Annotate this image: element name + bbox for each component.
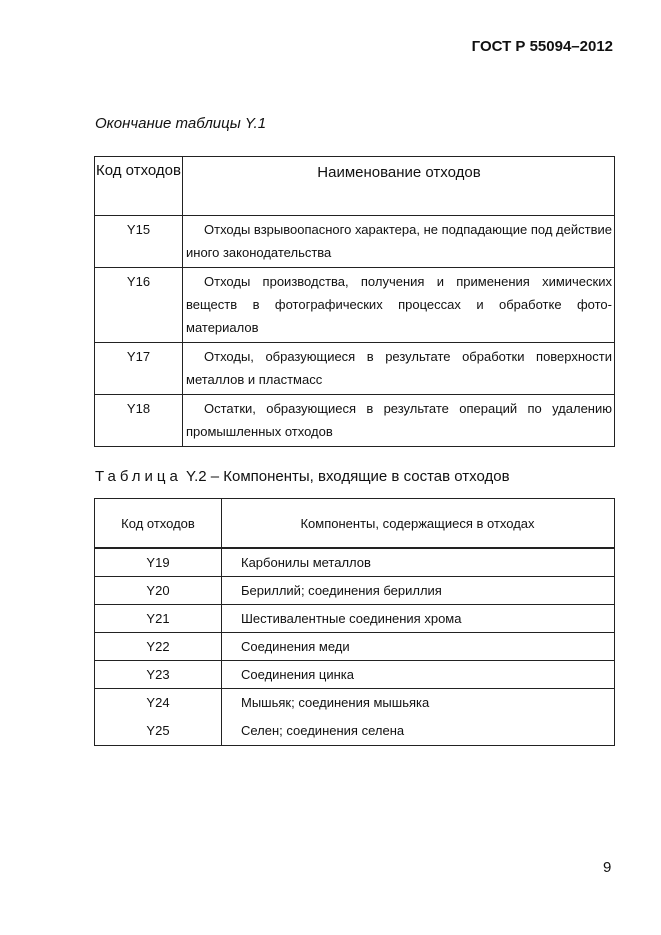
component-code: Y24 <box>95 689 222 717</box>
component-name: Мышьяк; соединения мышьяка <box>241 695 430 710</box>
component-code: Y20 <box>95 577 222 605</box>
table-row <box>95 661 615 689</box>
table2-header-row <box>95 499 615 549</box>
table-row <box>95 343 615 395</box>
table-row <box>95 633 615 661</box>
table-row <box>95 716 615 746</box>
table-row <box>95 689 615 717</box>
table2-caption-text: Y.2 – Компоненты, входящие в состав отходов <box>186 468 510 485</box>
component-name: Соединения меди <box>222 633 615 661</box>
component-code: Y25 <box>95 716 222 746</box>
component-name: Соединения цинка <box>222 661 615 689</box>
waste-code: Y17 <box>95 343 183 395</box>
table1-caption: Окончание таблицы Y.1 <box>95 115 267 132</box>
table2-header-component: Компоненты, содержащиеся в отходах <box>222 499 615 549</box>
component-name: Бериллий; соединения бериллия <box>222 577 615 605</box>
component-code: Y22 <box>95 633 222 661</box>
component-name: Карбонилы металлов <box>222 548 615 577</box>
waste-name: Остатки, образующиеся в результате операций по удалению промышленных отходов <box>183 395 615 447</box>
table1-header-code: Код отходов <box>95 157 183 216</box>
waste-code: Y15 <box>95 216 183 268</box>
waste-name: Отходы производства, получения и применения химических веществ в фотографических процессах и обработке фото-материалов <box>183 268 615 343</box>
table-row <box>95 216 615 268</box>
table1-header-name: Наименование отходов <box>183 157 615 216</box>
table-row <box>95 395 615 447</box>
waste-code: Y16 <box>95 268 183 343</box>
waste-name: Отходы взрывоопасного характера, не подпадающие под действие иного законодательства <box>183 216 615 268</box>
component-code: Y21 <box>95 605 222 633</box>
table-row <box>95 577 615 605</box>
page-number: 9 <box>603 859 612 876</box>
waste-names-table <box>94 156 615 447</box>
component-code: Y23 <box>95 661 222 689</box>
table-row <box>95 605 615 633</box>
standard-number: ГОСТ Р 55094–2012 <box>471 38 613 55</box>
table-row <box>95 268 615 343</box>
component-name: Селен; соединения селена <box>241 723 405 738</box>
table2-caption-prefix: Таблица <box>95 468 182 485</box>
table2-caption <box>95 468 510 485</box>
waste-components-table <box>94 498 615 746</box>
table-row <box>95 548 615 577</box>
waste-name: Отходы, образующиеся в результате обработки поверхности металлов и пластмасс <box>183 343 615 395</box>
table1-header-row <box>95 157 615 216</box>
table2-header-code: Код отходов <box>95 499 222 549</box>
component-name: Шестивалентные соединения хрома <box>222 605 615 633</box>
waste-code: Y18 <box>95 395 183 447</box>
component-code: Y19 <box>95 548 222 577</box>
